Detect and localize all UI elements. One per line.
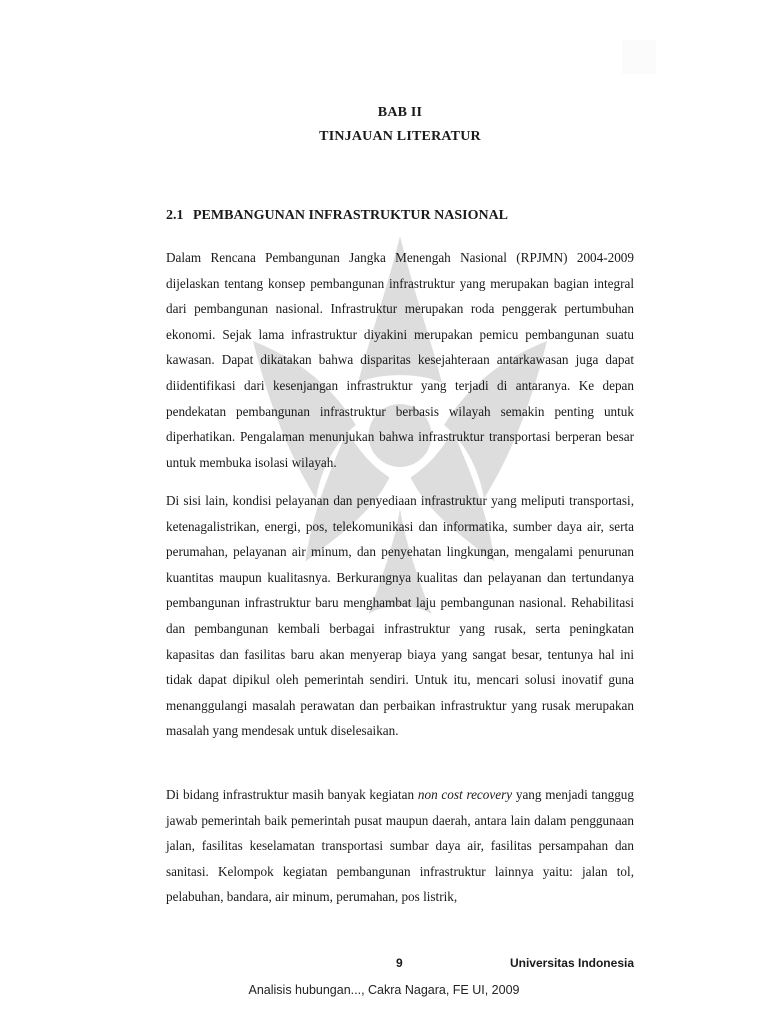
footer-credit-line: Analisis hubungan..., Cakra Nagara, FE UI, 2009 — [248, 983, 520, 997]
paragraph-non-cost-recovery — [166, 782, 634, 910]
paragraph-kondisi-pelayanan: Di sisi lain, kondisi pelayanan dan penyediaan infrastruktur yang meliputi transportasi, ketenagalistrikan, energi, pos, telekomunikasi dan informatika, sumber daya air, serta perumahan, pelayanan air minum, dan penyehatan lingkungan, mengalami penurunan kuantitas maupun kualitasnya. Berkurangnya kualitas dan pelayanan dan tertundanya pembangunan infrastruktur baru menghambat laju pembangunan nasional. Rehabilitasi dan pembangunan kembali berbagai infrastruktur yang rusak, serta peningkatan kapasitas dan fasilitas baru akan menyerap biaya yang sangat besar, tentunya hal ini tidak dapat dipikul oleh pemerintah sendiri. Untuk itu, mencari solusi inovatif guna menanggulangi masalah perawatan dan perbaikan infrastruktur yang rusak merupakan masalah yang mendesak untuk diselesaikan. — [166, 493, 634, 739]
paragraph-text-start: Di bidang infrastruktur masih banyak kegiatan — [166, 787, 418, 802]
italic-term: non cost recovery — [417, 787, 513, 802]
section-number: 2.1 — [166, 208, 184, 223]
paragraph-text-rest: yang menjadi tanggug jawab pemerintah baik pemerintah pusat maupun daerah, antara lain dalam penggunaan jalan, fasilitas keselamatan transportasi sumbar daya air, fasilitas persampahan dan sanitasi. Kelompok kegiatan pembangunan infrastruktur lainnya yaitu: jalan tol, pelabuhan, bandara, air minum, perumahan, pos listrik, — [166, 787, 634, 905]
scan-corner-mark — [622, 40, 656, 74]
section-heading — [166, 208, 508, 224]
paragraph-rpjmn: Dalam Rencana Pembangunan Jangka Menengah Nasional (RPJMN) 2004-2009 dijelaskan tentang konsep pembangunan infrastruktur yang merupakan bagian integral dari pembangunan nasional. Infrastruktur merupakan roda penggerak pertumbuhan ekonomi. Sejak lama infrastruktur diyakini merupakan pemicu pembangunan suatu kawasan. Dapat dikatakan bahwa disparitas kesejahteraan antarkawasan juga dapat diidentifikasi dari kesenjangan infrastruktur yang terjadi di antaranya. Ke depan pendekatan pembangunan infrastruktur berbasis wilayah semakin penting untuk diperhatikan. Pengalaman menunjukan bahwa infrastruktur transportasi berperan besar untuk membuka isolasi wilayah. — [166, 250, 634, 470]
chapter-number: BAB II — [377, 105, 423, 120]
chapter-title: TINJAUAN LITERATUR — [319, 129, 481, 144]
page-number: 9 — [396, 956, 403, 970]
section-title: PEMBANGUNAN INFRASTRUKTUR NASIONAL — [193, 208, 509, 223]
footer-university: Universitas Indonesia — [509, 956, 634, 970]
